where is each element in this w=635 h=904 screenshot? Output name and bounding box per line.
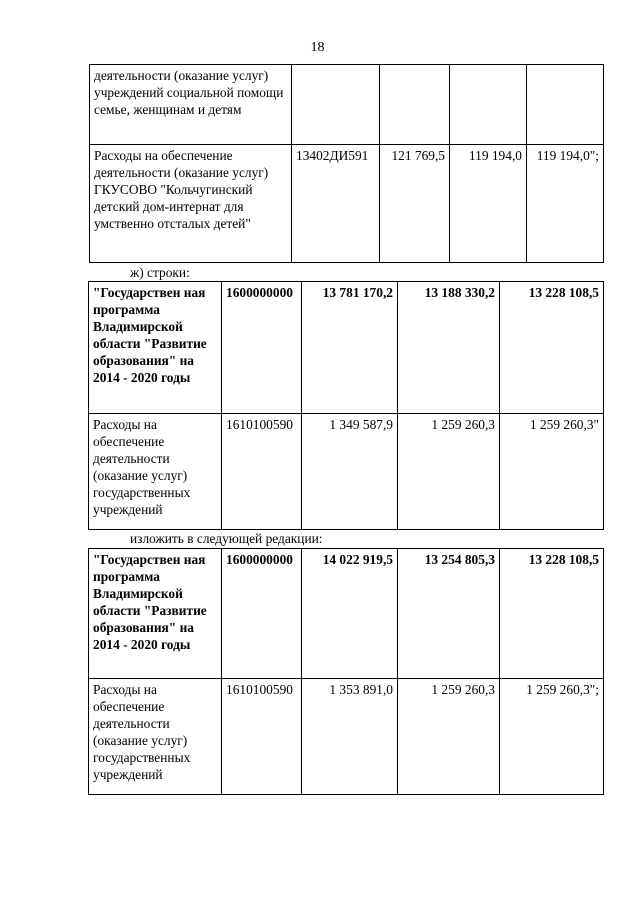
table-row xyxy=(89,282,604,414)
row-value-2020-cell xyxy=(450,65,527,145)
table-row xyxy=(89,549,604,679)
row-value-2019-cell: 14 022 919,5 xyxy=(302,549,398,679)
row-name-cell: деятельности (оказание услуг) учреждений социальной помощи семье, женщинам и детям xyxy=(90,65,292,145)
row-value-2020-cell: 13 188 330,2 xyxy=(398,282,500,414)
table-row xyxy=(90,145,604,263)
row-code-cell: 1610100590 xyxy=(222,679,302,795)
row-value-2020-cell: 1 259 260,3 xyxy=(398,414,500,530)
section-caption-strings: ж) строки: xyxy=(130,265,190,280)
row-value-2021-cell: 1 259 260,3" xyxy=(500,414,604,530)
row-name-cell: Расходы на обеспечение деятельности (оказание услуг) государственных учреждений xyxy=(89,414,222,530)
row-name-cell: "Государствен ная программа Владимирской области "Развитие образования" на 2014 - 2020 годы xyxy=(89,282,222,414)
row-value-2020-cell: 1 259 260,3 xyxy=(398,679,500,795)
row-value-2019-cell: 13 781 170,2 xyxy=(302,282,398,414)
budget-table-continuation xyxy=(89,64,604,263)
row-value-2021-cell: 13 228 108,5 xyxy=(500,549,604,679)
page-number: 18 xyxy=(310,40,325,55)
row-value-2019-cell: 121 769,5 xyxy=(380,145,450,263)
row-code-cell xyxy=(292,65,380,145)
row-value-2021-cell: 13 228 108,5 xyxy=(500,282,604,414)
row-value-2019-cell: 1 353 891,0 xyxy=(302,679,398,795)
row-name-cell: Расходы на обеспечение деятельности (оказание услуг) государственных учреждений xyxy=(89,679,222,795)
row-code-cell: 1600000000 xyxy=(222,282,302,414)
budget-table-old xyxy=(88,281,604,530)
table-row xyxy=(89,414,604,530)
table-row xyxy=(90,65,604,145)
budget-table-new xyxy=(88,548,604,795)
row-value-2019-cell xyxy=(380,65,450,145)
row-code-cell: 13402ДИ591 xyxy=(292,145,380,263)
row-code-cell: 1600000000 xyxy=(222,549,302,679)
row-name-cell: "Государствен ная программа Владимирской области "Развитие образования" на 2014 - 2020 годы xyxy=(89,549,222,679)
row-name-cell: Расходы на обеспечение деятельности (оказание услуг) ГКУСОВО "Кольчугинский детский дом-интернат для умственно отсталых детей" xyxy=(90,145,292,263)
row-value-2019-cell: 1 349 587,9 xyxy=(302,414,398,530)
row-code-cell: 1610100590 xyxy=(222,414,302,530)
row-value-2021-cell xyxy=(527,65,604,145)
row-value-2020-cell: 13 254 805,3 xyxy=(398,549,500,679)
row-value-2021-cell: 1 259 260,3"; xyxy=(500,679,604,795)
row-value-2021-cell: 119 194,0"; xyxy=(527,145,604,263)
section-caption-new-edition: изложить в следующей редакции: xyxy=(130,531,323,546)
table-row xyxy=(89,679,604,795)
row-value-2020-cell: 119 194,0 xyxy=(450,145,527,263)
